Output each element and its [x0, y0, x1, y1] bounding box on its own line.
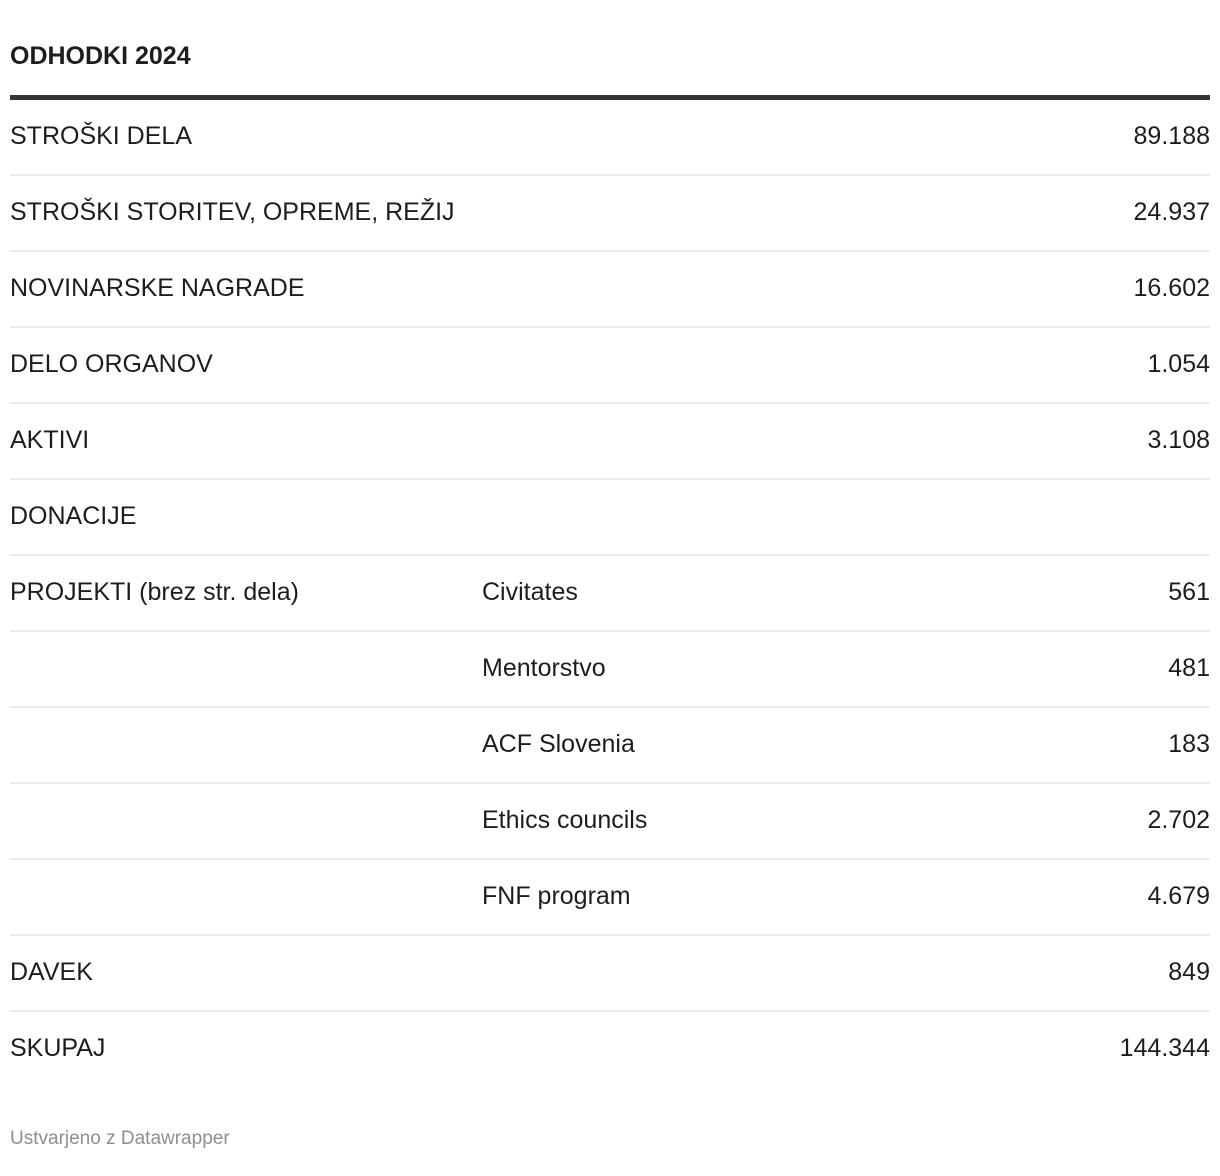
- row-value: 144.344: [970, 1011, 1210, 1086]
- row-project: Ethics councils: [482, 783, 970, 859]
- row-value: 89.188: [1133, 122, 1210, 150]
- row-category: [10, 631, 482, 707]
- row-project: ACF Slovenia: [482, 707, 970, 783]
- row-value: 3.108: [970, 403, 1210, 479]
- row-project: FNF program: [482, 859, 970, 935]
- table-row: [10, 1011, 1210, 1086]
- row-value: 849: [970, 935, 1210, 1011]
- attribution-footer: [10, 1126, 1210, 1151]
- table-row: [10, 100, 1210, 175]
- table-row: [10, 935, 1210, 1011]
- table-row: [10, 555, 1210, 631]
- row-category: DONACIJE: [10, 479, 482, 555]
- row-value: 561: [970, 555, 1210, 631]
- row-category: [10, 859, 482, 935]
- table-row: [10, 479, 1210, 555]
- row-project: [482, 251, 970, 327]
- table-row: [10, 403, 1210, 479]
- table-row: [10, 327, 1210, 403]
- row-project: Mentorstvo: [482, 631, 970, 707]
- row-value: 1.054: [970, 327, 1210, 403]
- row-value: 16.602: [970, 251, 1210, 327]
- row-category: [10, 783, 482, 859]
- datawrapper-attribution-link[interactable]: Ustvarjeno z Datawrapper: [10, 1128, 230, 1149]
- row-value: 2.702: [970, 783, 1210, 859]
- table-row: [10, 783, 1210, 859]
- row-category: PROJEKTI (brez str. dela): [10, 555, 482, 631]
- row-category: AKTIVI: [10, 403, 482, 479]
- page-title: ODHODKI 2024: [10, 42, 191, 70]
- row-category: DELO ORGANOV: [10, 327, 482, 403]
- table-row: [10, 859, 1210, 935]
- row-value: 4.679: [970, 859, 1210, 935]
- row-value: 481: [970, 631, 1210, 707]
- table-row: [10, 707, 1210, 783]
- row-value: 24.937: [970, 175, 1210, 251]
- row-project: [482, 403, 970, 479]
- expenses-table: [10, 100, 1210, 1086]
- row-project: [482, 175, 970, 251]
- row-project: [482, 1011, 970, 1086]
- row-category: [10, 707, 482, 783]
- row-value: [970, 479, 1210, 555]
- row-category: STROŠKI DELA: [10, 122, 192, 150]
- row-category: NOVINARSKE NAGRADE: [10, 251, 482, 327]
- table-row: [10, 175, 1210, 251]
- row-project: [482, 100, 970, 175]
- row-project: [482, 935, 970, 1011]
- row-value: 183: [970, 707, 1210, 783]
- table-row: [10, 631, 1210, 707]
- row-project: Civitates: [482, 555, 970, 631]
- row-project: [482, 479, 970, 555]
- row-category: STROŠKI STORITEV, OPREME, REŽIJ: [10, 175, 482, 251]
- row-project: [482, 327, 970, 403]
- row-category: SKUPAJ: [10, 1011, 482, 1086]
- row-category: DAVEK: [10, 935, 482, 1011]
- table-row: [10, 251, 1210, 327]
